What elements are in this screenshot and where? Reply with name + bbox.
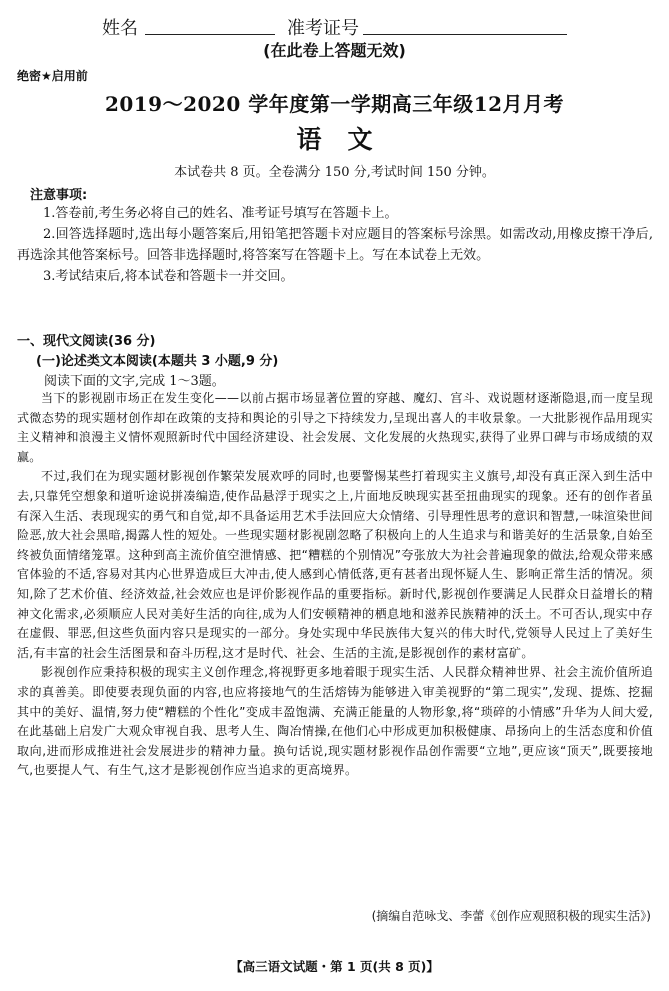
attention-item: 1.答卷前,考生务必将自己的姓名、准考证号填写在答题卡上。	[43, 206, 398, 221]
no-answer-notice: (在此卷上答题无效)	[263, 41, 406, 60]
subject-title: 语文	[296, 125, 399, 154]
attention-item: 2.回答选择题时,选出每小题答案后,用铅笔把答题卡对应题目的答案标号涂黑。如需改动,用橡皮擦干净后,再选涂其他答案标号。回答非选择题时,将答案写在答题卡上。写在本试卷上无效。	[17, 227, 653, 263]
exam-id-label: 准考证号	[287, 18, 359, 39]
attention-item: 3.考试结束后,将本试卷和答题卡一并交回。	[43, 269, 294, 284]
article-paragraph: 影视创作应秉持积极的现实主义创作理念,将视野更多地着眼于现实生活、人民群众精神世界、社会主流价值所追求的真善美。即使要表现负面的内容,也应将接地气的生活熔铸为能够进入审美视野的“第二现实”,发现、提炼、挖掘其中的美好、温情,努力使“糟糕的个性化”变成丰盈饱满、充满正能量的人物形象,将“琐碎的小情感”升华为人间大爱,在此基础上启发广大观众审视自我、思考人生、陶冶情操,在他们心中形成更加积极健康、昂扬向上的生活态度和价值取向,进而形成推进社会发展进步的精神力量。换句话说,现实题材影视作品创作需要“立地”,更应该“顶天”,既要接地气,也要提人气、有生气,这才是影视创作应当追求的更高境界。	[17, 665, 653, 778]
article-paragraph: 当下的影视剧市场正在发生变化——以前占据市场显著位置的穿越、魔幻、宫斗、戏说题材逐渐隐退,而一度呈现式微态势的现实题材创作却在政策的支持和舆论的引导之下持续发力,呈现出喜人的丰收景象。一大批影视作品用现实主义精神和浪漫主义情怀观照新时代中国经济建设、社会发展、文化发展的火热现实,获得了业界口碑与市场成绩的双赢。	[17, 391, 653, 464]
attention-list	[17, 203, 653, 287]
article-body	[17, 389, 653, 781]
exam-title: 2019～2020 学年度第一学期高三年级12月月考	[104, 92, 565, 116]
article-paragraph: 不过,我们在为现实题材影视创作繁荣发展欢呼的同时,也要警惕某些打着现实主义旗号,却没有真正深入到生活中去,只靠凭空想象和道听途说拼凑编造,使作品悬浮于现实之上,片面地反映现实甚至扭曲现实的现象。还有的创作者虽有深入生活、表现现实的勇气和自觉,却不具备运用艺术手法回应大众情绪、引导理性思考的意识和智慧,一味渲染世间险恶,放大社会黑暗,揭露人性的短处。一些现实题材影视剧忽略了积极向上的人生追求与和谐美好的生活景象,自始至终被负面情绪笼罩。这种到高主流价值空泄情感、把“糟糕的个别情况”夸张放大为社会普遍现象的做法,给观众带来感官体验的不适,容易对其内心世界造成巨大冲击,使人感到心情低落,更有甚者出现怀疑人生、影响正常生活的情况。须知,除了艺术价值、经济效益,社会效应也是评价影视作品的重要指标。新时代,影视创作要满足人民群众日益增长的精神文化需求,必须顺应人民对美好生活的向往,成为人们安顿精神的栖息地和滋养民族精神的沃土。不可否认,现实中存在虚假、罪恶,但这些负面内容只是现实的一部分。身处实现中华民族伟大复兴的伟大时代,党领导人民过上了美好生活,有丰富的社会生活图景和奋斗历程,这才是时代、社会、生活的主流,是影视创作的素材富矿。	[17, 469, 653, 660]
exam-id-field	[363, 12, 567, 35]
page-footer: 【高三语文试题・第 1 页(共 8 页)】	[230, 959, 439, 974]
section-subtitle: (一)论述类文本阅读(本题共 3 小题,9 分)	[36, 354, 279, 369]
name-field	[145, 12, 275, 35]
article-source: (摘编自范咏戈、李蕾《创作应观照积极的现实生活》)	[371, 909, 651, 923]
section-title: 一、现代文阅读(36 分)	[17, 334, 156, 349]
exam-info: 本试卷共 8 页。全卷满分 150 分,考试时间 150 分钟。	[174, 165, 495, 180]
attention-heading: 注意事项:	[30, 188, 88, 203]
section-instruction: 阅读下面的文字,完成 1～3题。	[44, 374, 225, 389]
secret-mark: 绝密★启用前	[17, 69, 88, 83]
name-label: 姓名	[102, 18, 138, 39]
candidate-info-line	[0, 12, 669, 38]
